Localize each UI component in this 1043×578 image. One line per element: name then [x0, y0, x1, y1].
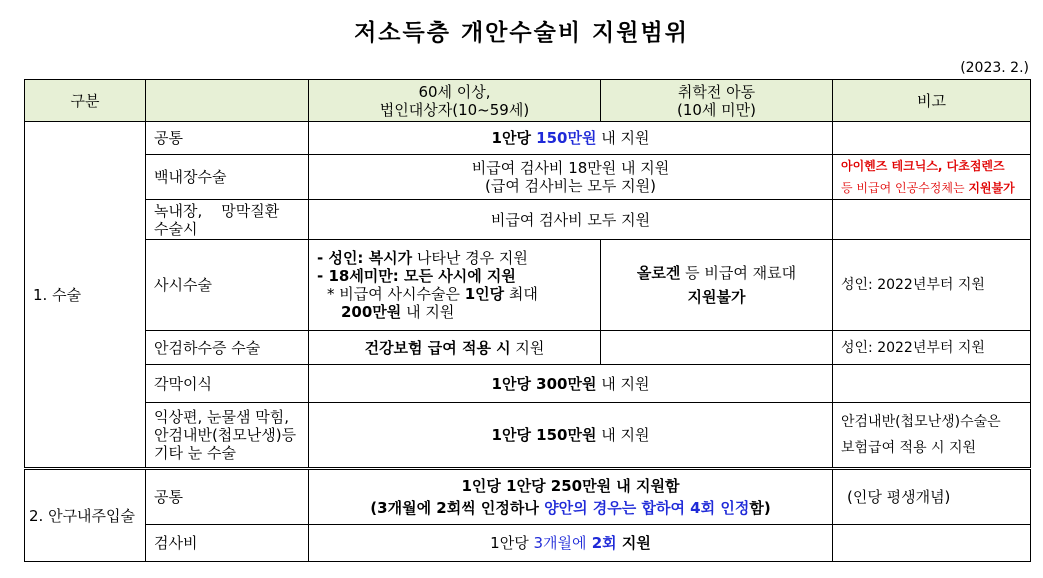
- header-adult-line2: 법인대상자(10~59세): [379, 100, 530, 119]
- row-name: 익상편, 눈물샘 막힘, 안검내반(첩모난생)등 기타 눈 수술: [146, 403, 309, 469]
- table-row: [25, 240, 1031, 331]
- row-name: 각막이식: [146, 365, 309, 403]
- table-row: [25, 331, 1031, 365]
- strabismus-adult-support: - 성인: 복시가 나타난 경우 지원 - 18세미만: 모든 사시에 지원 * 비급여 사시수술은 1인당 최대 200만원 내 지원: [309, 240, 601, 331]
- header-adult: [309, 80, 601, 122]
- cataract-note: 아이헨즈 테크닉스, 다초점렌즈 등 비급여 인공수정체는 지원불가: [833, 155, 1031, 200]
- cataract-support: 비급여 검사비 18만원 내 지원 (급여 검사비는 모두 지원): [309, 155, 833, 200]
- ptosis-note: 성인: 2022년부터 지원: [833, 331, 1031, 365]
- table-row: [25, 200, 1031, 240]
- strabismus-child-support: 올로겐 등 비급여 재료대 지원불가: [601, 240, 833, 331]
- header-subcategory: [146, 80, 309, 122]
- section-surgery-label: 1. 수술: [25, 122, 146, 469]
- table-row: [25, 155, 1031, 200]
- table-row: [25, 122, 1031, 155]
- row-name: 녹내장, 망막질환 수술시: [146, 200, 309, 240]
- table-row: [25, 469, 1031, 525]
- header-child: [601, 80, 833, 122]
- prosthesis-support: 1인당 1안당 250만원 내 지원함 (3개월에 2회씩 인정하나 양안의 경우는 합하여 4회 인정함): [309, 469, 833, 525]
- header-child-line1: 취학전 아동: [677, 82, 756, 101]
- prosthesis-note: (인당 평생개념): [833, 469, 1031, 525]
- table-row: [25, 365, 1031, 403]
- row-name: 공통: [146, 469, 309, 525]
- row-note: [833, 365, 1031, 403]
- row-name: 사시수술: [146, 240, 309, 331]
- keratoplasty-support: 1안당 300만원 내 지원: [309, 365, 833, 403]
- row-name: 검사비: [146, 525, 309, 562]
- ptosis-support: 건강보험 급여 적용 시 지원: [309, 331, 601, 365]
- exam-support: 1안당 3개월에 2회 지원: [309, 525, 833, 562]
- table-row: [25, 403, 1031, 469]
- document-date: (2023. 2.): [960, 60, 1029, 76]
- ptosis-child: [601, 331, 833, 365]
- common-support: 1안당 150만원 내 지원: [309, 122, 833, 155]
- header-row: [25, 80, 1031, 122]
- glaucoma-support: 비급여 검사비 모두 지원: [309, 200, 833, 240]
- row-name: 안검하수증 수술: [146, 331, 309, 365]
- row-note: [833, 200, 1031, 240]
- support-table: [24, 79, 1031, 562]
- header-note: 비고: [833, 80, 1031, 122]
- header-category: 구분: [25, 80, 146, 122]
- others-note: 안검내반(첩모난생)수술은 보험급여 적용 시 지원: [833, 403, 1031, 469]
- page-title: 저소득층 개안수술비 지원범위: [354, 20, 689, 46]
- row-note: [833, 122, 1031, 155]
- section-prosthesis-label: 2. 안구내주입술: [25, 469, 146, 562]
- strabismus-note: 성인: 2022년부터 지원: [833, 240, 1031, 331]
- row-name: 백내장수술: [146, 155, 309, 200]
- row-note: [833, 525, 1031, 562]
- others-support: 1안당 150만원 내 지원: [309, 403, 833, 469]
- row-name: 공통: [146, 122, 309, 155]
- table-row: [25, 525, 1031, 562]
- header-adult-line1: 60세 이상,: [418, 82, 491, 101]
- header-child-line2: (10세 미만): [676, 100, 757, 119]
